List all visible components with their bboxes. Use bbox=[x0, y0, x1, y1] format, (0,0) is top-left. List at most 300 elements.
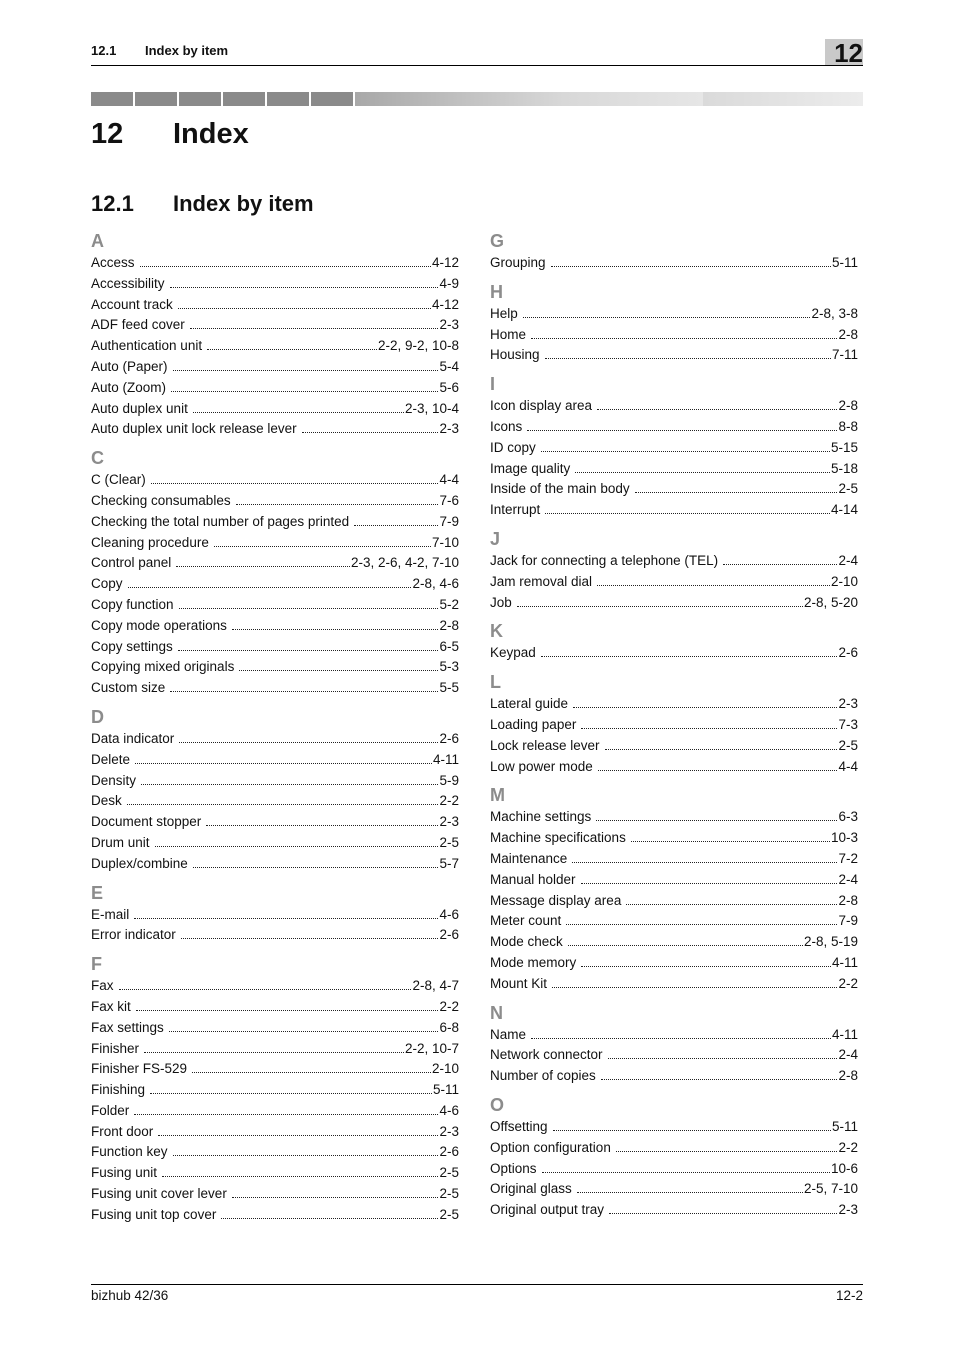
index-term: Inside of the main body bbox=[490, 481, 630, 497]
index-page-ref[interactable]: 2-3 bbox=[439, 421, 459, 437]
index-entry bbox=[490, 572, 858, 593]
dot-leader bbox=[170, 287, 439, 288]
index-entry bbox=[91, 1184, 459, 1205]
dot-leader bbox=[597, 585, 830, 586]
dot-leader bbox=[179, 742, 438, 743]
index-entry bbox=[490, 891, 858, 912]
dot-leader bbox=[206, 825, 438, 826]
index-page-ref[interactable]: 2-5 bbox=[838, 481, 858, 497]
dot-leader bbox=[144, 1052, 404, 1053]
index-page-ref[interactable]: 4-11 bbox=[831, 1026, 858, 1042]
index-term: Accessibility bbox=[91, 275, 165, 291]
index-entry bbox=[490, 1200, 858, 1221]
index-term: Keypad bbox=[490, 645, 536, 661]
index-page-ref[interactable]: 2-3 bbox=[439, 317, 459, 333]
dot-leader bbox=[541, 451, 830, 452]
dot-leader bbox=[626, 904, 837, 905]
index-entry bbox=[490, 643, 858, 664]
index-term: Loading paper bbox=[490, 716, 577, 732]
index-entry bbox=[91, 925, 459, 946]
index-page-ref[interactable]: 5-2 bbox=[439, 596, 459, 612]
index-page-ref[interactable]: 5-15 bbox=[830, 439, 858, 455]
index-entry bbox=[91, 295, 459, 316]
index-entry bbox=[91, 771, 459, 792]
index-page-ref[interactable]: 7-2 bbox=[838, 850, 858, 866]
index-page-ref[interactable]: 5-3 bbox=[439, 659, 459, 675]
index-entry bbox=[91, 905, 459, 926]
index-page-ref[interactable]: 5-11 bbox=[432, 1082, 459, 1098]
index-entry bbox=[490, 932, 858, 953]
index-group bbox=[91, 446, 459, 699]
index-entry bbox=[490, 1066, 858, 1087]
index-page-ref[interactable]: 2-3 bbox=[439, 814, 459, 830]
index-entry bbox=[490, 1117, 858, 1138]
index-entry bbox=[91, 657, 459, 678]
index-letter-heading: N bbox=[490, 1002, 503, 1023]
index-term: E-mail bbox=[91, 906, 130, 922]
index-entry bbox=[91, 812, 459, 833]
dot-leader bbox=[616, 1151, 838, 1152]
index-entry bbox=[490, 345, 858, 366]
dot-leader bbox=[541, 656, 838, 657]
index-entry bbox=[91, 1059, 459, 1080]
index-term: Folder bbox=[91, 1102, 130, 1118]
index-column-left bbox=[91, 228, 459, 1226]
index-column-right bbox=[490, 228, 858, 1221]
index-letter-heading: I bbox=[490, 374, 496, 395]
index-term: Auto duplex unit bbox=[91, 400, 188, 416]
index-page-ref[interactable]: 2-5, 7-10 bbox=[803, 1181, 858, 1197]
index-page-ref[interactable]: 5-18 bbox=[830, 460, 858, 476]
index-term: Lateral guide bbox=[490, 696, 569, 712]
index-group bbox=[490, 1001, 858, 1087]
index-page-ref[interactable]: 2-2 bbox=[838, 1139, 858, 1155]
index-letter-heading: G bbox=[490, 231, 505, 251]
index-term: Icon display area bbox=[490, 398, 593, 414]
index-entry bbox=[91, 399, 459, 420]
index-entry bbox=[91, 357, 459, 378]
index-page-ref[interactable]: 5-9 bbox=[439, 772, 459, 788]
index-page-ref[interactable]: 2-8, 3-8 bbox=[811, 305, 858, 321]
dot-leader bbox=[190, 328, 439, 329]
dot-leader bbox=[581, 966, 831, 967]
index-entry bbox=[490, 828, 858, 849]
index-page-ref[interactable]: 2-8 bbox=[439, 617, 459, 633]
dot-leader bbox=[568, 945, 803, 946]
index-page-ref[interactable]: 2-3, 2-6, 4-2, 7-10 bbox=[350, 555, 459, 571]
index-letter-heading: O bbox=[490, 1094, 505, 1115]
index-group bbox=[490, 619, 858, 664]
index-term: ID copy bbox=[490, 439, 536, 455]
index-entry bbox=[91, 1205, 459, 1226]
index-term: Option configuration bbox=[490, 1139, 611, 1155]
index-term: Cleaning procedure bbox=[91, 534, 209, 550]
index-term: Custom size bbox=[91, 680, 166, 696]
index-page-ref[interactable]: 2-5 bbox=[838, 737, 858, 753]
index-page-ref[interactable]: 2-4 bbox=[838, 552, 858, 568]
index-term: ADF feed cover bbox=[91, 317, 185, 333]
dot-leader bbox=[192, 1072, 431, 1073]
index-page-ref[interactable]: 10-3 bbox=[830, 830, 858, 846]
index-term: Network connector bbox=[490, 1047, 603, 1063]
index-term: Density bbox=[91, 772, 137, 788]
dot-leader bbox=[178, 308, 431, 309]
index-page-ref[interactable]: 7-9 bbox=[838, 913, 858, 929]
index-term: Number of copies bbox=[490, 1068, 596, 1084]
index-entry bbox=[91, 512, 459, 533]
index-term: Meter count bbox=[490, 913, 562, 929]
index-entry bbox=[490, 974, 858, 995]
dot-leader bbox=[605, 749, 838, 750]
index-page-ref[interactable]: 2-5 bbox=[439, 1186, 459, 1202]
dot-leader bbox=[134, 1114, 438, 1115]
dot-leader bbox=[193, 412, 404, 413]
index-page-ref[interactable]: 6-3 bbox=[838, 809, 858, 825]
index-term: Name bbox=[490, 1026, 527, 1042]
index-entry bbox=[490, 593, 858, 614]
index-group bbox=[490, 527, 858, 613]
index-page-ref[interactable]: 4-4 bbox=[838, 758, 858, 774]
index-page-ref[interactable]: 2-6 bbox=[439, 1144, 459, 1160]
index-entry bbox=[490, 757, 858, 778]
index-page-ref[interactable]: 5-4 bbox=[439, 358, 459, 374]
dot-leader bbox=[128, 587, 412, 588]
index-term: Mount Kit bbox=[490, 975, 548, 991]
dot-leader bbox=[631, 841, 830, 842]
dot-leader bbox=[354, 525, 438, 526]
dot-leader bbox=[140, 266, 431, 267]
index-entry bbox=[91, 253, 459, 274]
index-page-ref[interactable]: 2-4 bbox=[838, 871, 858, 887]
index-term: Account track bbox=[91, 296, 173, 312]
index-term: Fax kit bbox=[91, 998, 131, 1014]
index-entry bbox=[91, 315, 459, 336]
index-entry bbox=[91, 750, 459, 771]
dot-leader bbox=[232, 629, 439, 630]
index-page-ref[interactable]: 2-6 bbox=[838, 645, 858, 661]
index-term: Copying mixed originals bbox=[91, 659, 235, 675]
index-term: Original glass bbox=[490, 1181, 572, 1197]
index-entry bbox=[490, 479, 858, 500]
dot-leader bbox=[151, 483, 439, 484]
index-page-ref[interactable]: 2-8 bbox=[838, 892, 858, 908]
dot-leader bbox=[581, 883, 838, 884]
index-term: Offsetting bbox=[490, 1118, 548, 1134]
index-letter-heading: A bbox=[91, 231, 104, 251]
index-term: Auto duplex unit lock release lever bbox=[91, 421, 297, 437]
dot-leader bbox=[239, 670, 438, 671]
index-term: Access bbox=[91, 255, 135, 270]
index-page-ref[interactable]: 5-5 bbox=[439, 680, 459, 696]
dot-leader bbox=[597, 409, 837, 410]
index-page-ref[interactable]: 2-5 bbox=[439, 1206, 459, 1222]
index-term: Copy function bbox=[91, 596, 174, 612]
index-group bbox=[490, 1093, 858, 1221]
index-term: Grouping bbox=[490, 255, 546, 270]
index-page-ref[interactable]: 2-2 bbox=[439, 793, 459, 809]
dot-leader bbox=[542, 1172, 830, 1173]
index-page-ref[interactable]: 2-2 bbox=[439, 998, 459, 1014]
dot-leader bbox=[527, 430, 837, 431]
index-term: Mode memory bbox=[490, 954, 577, 970]
index-page-ref[interactable]: 2-2 bbox=[838, 975, 858, 991]
index-page-ref[interactable]: 2-3 bbox=[838, 696, 858, 712]
index-entry bbox=[490, 551, 858, 572]
chapter-title bbox=[91, 118, 249, 151]
index-page-ref[interactable]: 2-8 bbox=[838, 326, 858, 342]
dot-leader bbox=[173, 370, 439, 371]
section-title-text: Index by item bbox=[173, 191, 314, 216]
index-letter-heading: L bbox=[490, 672, 501, 693]
dot-leader bbox=[134, 918, 438, 919]
index-group bbox=[490, 670, 858, 777]
index-page-ref[interactable]: 7-10 bbox=[431, 534, 459, 550]
index-page-ref[interactable]: 8-8 bbox=[838, 418, 858, 434]
index-entry bbox=[490, 911, 858, 932]
index-entry bbox=[490, 870, 858, 891]
index-term: Jam removal dial bbox=[490, 573, 593, 589]
index-entry bbox=[490, 1159, 858, 1180]
index-entry bbox=[91, 470, 459, 491]
index-term: Job bbox=[490, 594, 512, 610]
dot-leader bbox=[598, 770, 838, 771]
index-term: Copy mode operations bbox=[91, 617, 227, 633]
index-page-ref[interactable]: 5-11 bbox=[831, 1118, 858, 1134]
index-term: Data indicator bbox=[91, 730, 175, 746]
index-page-ref[interactable]: 4-12 bbox=[431, 296, 459, 312]
index-term: Finisher bbox=[91, 1040, 140, 1056]
dot-leader bbox=[135, 763, 432, 764]
page-footer bbox=[91, 1284, 863, 1303]
index-entry bbox=[490, 417, 858, 438]
index-page-ref[interactable]: 2-10 bbox=[830, 573, 858, 589]
index-term: Checking consumables bbox=[91, 492, 231, 508]
index-term: Authentication unit bbox=[91, 338, 203, 354]
index-entry bbox=[490, 500, 858, 521]
dot-leader bbox=[581, 728, 837, 729]
index-term: Home bbox=[490, 326, 527, 342]
index-page-ref[interactable]: 2-8, 5-20 bbox=[803, 594, 858, 610]
index-entry bbox=[91, 1101, 459, 1122]
dot-leader bbox=[635, 492, 838, 493]
index-page-ref[interactable]: 2-2, 10-7 bbox=[404, 1040, 459, 1056]
index-entry bbox=[91, 419, 459, 440]
index-term: Error indicator bbox=[91, 927, 176, 943]
dot-leader bbox=[173, 1155, 439, 1156]
index-page-ref[interactable]: 4-11 bbox=[831, 954, 858, 970]
dot-leader bbox=[596, 820, 837, 821]
dot-leader bbox=[127, 804, 439, 805]
footer-product: bizhub 42/36 bbox=[91, 1288, 169, 1303]
index-entry bbox=[91, 491, 459, 512]
index-entry bbox=[91, 1122, 459, 1143]
index-term: Fax bbox=[91, 978, 114, 994]
index-term: Fusing unit cover lever bbox=[91, 1186, 227, 1202]
dot-leader bbox=[553, 1130, 831, 1131]
index-page-ref[interactable]: 10-6 bbox=[830, 1160, 858, 1176]
dot-leader bbox=[158, 1135, 438, 1136]
dot-leader bbox=[193, 867, 439, 868]
index-entry bbox=[91, 274, 459, 295]
index-term: Auto (Paper) bbox=[91, 358, 168, 374]
dot-leader bbox=[136, 1010, 439, 1011]
index-term: Help bbox=[490, 305, 518, 321]
index-page-ref[interactable]: 2-8, 4-7 bbox=[412, 978, 459, 994]
dot-leader bbox=[601, 1079, 838, 1080]
index-entry bbox=[490, 1138, 858, 1159]
dot-leader bbox=[566, 924, 837, 925]
index-entry bbox=[490, 1025, 858, 1046]
index-entry bbox=[91, 378, 459, 399]
index-page-ref[interactable]: 2-5 bbox=[439, 834, 459, 850]
index-page-ref[interactable]: 5-6 bbox=[439, 379, 459, 395]
index-term: Original output tray bbox=[490, 1202, 605, 1218]
index-page-ref[interactable]: 6-8 bbox=[439, 1019, 459, 1035]
dot-leader bbox=[150, 1093, 432, 1094]
dot-leader bbox=[232, 1197, 439, 1198]
dot-leader bbox=[572, 862, 837, 863]
index-group bbox=[91, 705, 459, 875]
index-term: Low power mode bbox=[490, 758, 593, 774]
index-term: Manual holder bbox=[490, 871, 576, 887]
index-page-ref[interactable]: 2-3 bbox=[838, 1202, 858, 1218]
page-header bbox=[91, 38, 863, 68]
index-entry bbox=[490, 1045, 858, 1066]
index-entry bbox=[490, 953, 858, 974]
index-letter-heading: C bbox=[91, 448, 104, 469]
decorative-bar bbox=[91, 92, 863, 106]
index-page-ref[interactable]: 2-3 bbox=[439, 1123, 459, 1139]
dot-leader bbox=[207, 349, 377, 350]
index-entry bbox=[91, 791, 459, 812]
index-term: Fusing unit bbox=[91, 1165, 158, 1181]
dot-leader bbox=[169, 1031, 439, 1032]
index-page-ref[interactable]: 6-5 bbox=[439, 638, 459, 654]
index-page-ref[interactable]: 2-6 bbox=[439, 730, 459, 746]
dot-leader bbox=[155, 846, 439, 847]
index-term: Fax settings bbox=[91, 1019, 164, 1035]
index-term: C (Clear) bbox=[91, 472, 146, 488]
index-page-ref[interactable]: 7-11 bbox=[831, 347, 858, 363]
index-entry bbox=[490, 459, 858, 480]
dot-leader bbox=[552, 987, 837, 988]
index-page-ref[interactable]: 2-8 bbox=[838, 1068, 858, 1084]
index-entry bbox=[91, 616, 459, 637]
index-group bbox=[490, 229, 858, 274]
index-entry bbox=[91, 553, 459, 574]
header-section-title: Index by item bbox=[145, 43, 229, 58]
index-entry bbox=[490, 304, 858, 325]
index-term: Checking the total number of pages printed bbox=[91, 513, 350, 529]
index-entry bbox=[91, 595, 459, 616]
index-page-ref[interactable]: 4-6 bbox=[439, 1102, 459, 1118]
index-letter-heading: M bbox=[490, 785, 505, 806]
index-page-ref[interactable]: 2-8 bbox=[838, 398, 858, 414]
footer-page-number: 12-2 bbox=[835, 1288, 863, 1303]
index-page-ref[interactable]: 5-11 bbox=[831, 255, 858, 270]
index-letter-heading: H bbox=[490, 281, 503, 302]
index-entry bbox=[91, 1163, 459, 1184]
index-page-ref[interactable]: 2-2, 9-2, 10-8 bbox=[377, 338, 459, 354]
index-term: Copy bbox=[91, 576, 123, 592]
index-page-ref[interactable]: 2-4 bbox=[838, 1047, 858, 1063]
dot-leader bbox=[171, 391, 438, 392]
dot-leader bbox=[577, 1192, 803, 1193]
index-page-ref[interactable]: 4-12 bbox=[431, 255, 459, 270]
index-entry bbox=[91, 678, 459, 699]
index-term: Control panel bbox=[91, 555, 172, 571]
index-term: Front door bbox=[91, 1123, 154, 1139]
index-group bbox=[91, 952, 459, 1226]
index-entry bbox=[91, 854, 459, 875]
index-page-ref[interactable]: 4-6 bbox=[439, 906, 459, 922]
index-term: Finishing bbox=[91, 1082, 146, 1098]
index-term: Document stopper bbox=[91, 814, 202, 830]
dot-leader bbox=[162, 1176, 438, 1177]
index-page-ref[interactable]: 2-8, 4-6 bbox=[412, 576, 459, 592]
index-term: Interrupt bbox=[490, 502, 541, 518]
index-entry bbox=[91, 833, 459, 854]
index-term: Options bbox=[490, 1160, 537, 1176]
dot-leader bbox=[176, 566, 350, 567]
index-page-ref[interactable]: 7-9 bbox=[439, 513, 459, 529]
index-page-ref[interactable]: 4-14 bbox=[830, 502, 858, 518]
index-page-ref[interactable]: 2-8, 5-19 bbox=[803, 934, 858, 950]
dot-leader bbox=[214, 546, 431, 547]
index-page-ref[interactable]: 7-6 bbox=[439, 492, 459, 508]
index-entry bbox=[91, 997, 459, 1018]
index-page-ref[interactable]: 2-10 bbox=[431, 1061, 459, 1077]
index-term: Delete bbox=[91, 751, 131, 767]
index-entry bbox=[490, 849, 858, 870]
index-group bbox=[91, 881, 459, 947]
index-page-ref[interactable]: 4-11 bbox=[432, 751, 459, 767]
chapter-title-text: Index bbox=[173, 118, 249, 150]
index-term: Image quality bbox=[490, 460, 571, 476]
index-entry bbox=[490, 715, 858, 736]
index-group bbox=[91, 229, 459, 440]
dot-leader bbox=[179, 608, 439, 609]
index-group bbox=[490, 783, 858, 994]
index-page-ref[interactable]: 5-7 bbox=[439, 855, 459, 871]
dot-leader bbox=[178, 650, 439, 651]
index-page-ref[interactable]: 2-3, 10-4 bbox=[404, 400, 459, 416]
header-section-number: 12.1 bbox=[91, 43, 117, 58]
index-term: Copy settings bbox=[91, 638, 173, 654]
index-page-ref[interactable]: 4-9 bbox=[439, 275, 459, 291]
index-page-ref[interactable]: 7-3 bbox=[838, 716, 858, 732]
index-page-ref[interactable]: 2-6 bbox=[439, 927, 459, 943]
dot-leader bbox=[573, 707, 837, 708]
index-term: Housing bbox=[490, 347, 540, 363]
index-page-ref[interactable]: 2-5 bbox=[439, 1165, 459, 1181]
index-letter-heading: F bbox=[91, 954, 102, 975]
index-term: Message display area bbox=[490, 892, 622, 908]
index-term: Maintenance bbox=[490, 850, 568, 866]
dot-leader bbox=[608, 1058, 838, 1059]
index-term: Machine specifications bbox=[490, 830, 626, 846]
index-entry bbox=[490, 325, 858, 346]
index-letter-heading: K bbox=[490, 621, 503, 642]
index-letter-heading: J bbox=[490, 528, 501, 549]
index-entry bbox=[91, 533, 459, 554]
dot-leader bbox=[551, 266, 831, 267]
index-term: Machine settings bbox=[490, 809, 592, 825]
index-page-ref[interactable]: 4-4 bbox=[439, 472, 459, 488]
dot-leader bbox=[545, 513, 830, 514]
index-term: Mode check bbox=[490, 934, 563, 950]
dot-leader bbox=[119, 989, 412, 990]
